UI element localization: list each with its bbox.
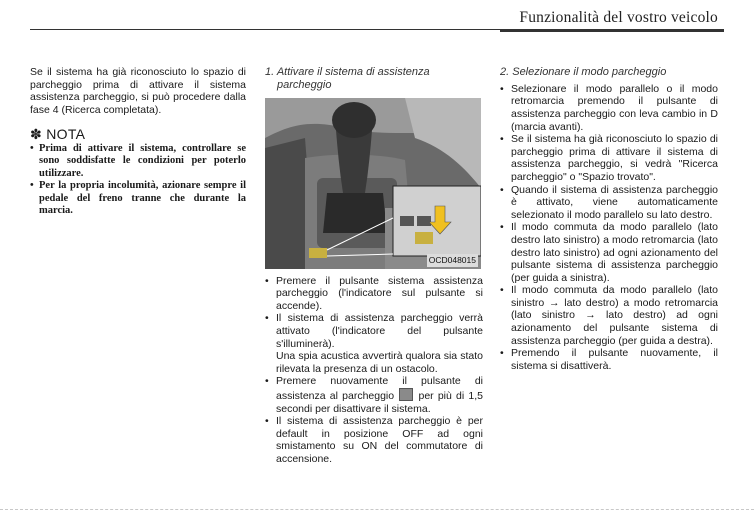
header-rule: [30, 29, 500, 30]
step2-bullet: • Il modo commuta da modo parallelo (lato destro lato sinistro) a modo retromarcia (lato destro lato sinistro) ad ogni azionamento del pulsante sistema di assistenza parcheggio (per guida a sinistra).: [500, 221, 718, 284]
column-right: [500, 66, 718, 372]
step1-bullet: • Premere il pulsante sistema assistenza parcheggio (l'indicatore sul pulsante si accende).: [265, 275, 483, 313]
step1-title: 1. Attivare il sistema di assistenza parcheggio: [265, 66, 430, 91]
gear-shift-illustration: [265, 98, 481, 269]
step2-bullet: • Premendo il pulsante nuovamente, il sistema si disattiverà.: [500, 347, 718, 372]
nota-item: • Per la propria incolumità, azionare sempre il pedale del freno tranne che durante la marcia.: [30, 180, 246, 217]
step2-bullet: • Se il sistema ha già riconosciuto lo spazio di parcheggio prima di attivare il sistema di assistenza parcheggio, si vedrà "Ricerca parcheggio" o "Spazio trovato".: [500, 133, 718, 183]
header-bar: [500, 29, 724, 32]
step1-bullet: • Il sistema di assistenza parcheggio è per default in posizione OFF ad ogni smistamento su ON del commutatore di accensione.: [265, 415, 483, 465]
parking-assist-button-icon: [399, 388, 413, 401]
intro-paragraph: Se il sistema ha già riconosciuto lo spazio di parcheggio prima di attivare il sistema assistenza parcheggio, si può procedere dalla fase 4 (Ricerca completata).: [30, 66, 246, 116]
gear-shift-photo: [265, 98, 481, 269]
nota-list: [30, 143, 246, 217]
footer-dashed-line: [0, 509, 754, 510]
step1-bullets-more: [265, 375, 483, 465]
step2-bullet: • Quando il sistema di assistenza parcheggio è attivato, viene automaticamente selezionato il modo parallelo su lato destro.: [500, 184, 718, 222]
column-left: [30, 66, 246, 217]
step1-b3-before: Premere nuovamente il pulsante di assistenza al parcheggio: [276, 375, 483, 402]
step2-bullets: [500, 83, 718, 373]
step2-title: 2. Selezionare il modo parcheggio: [500, 66, 667, 78]
step1-b3-after: per più di 1,5 secondi per disattivare il sistema.: [276, 389, 483, 415]
nota-title: ✽ NOTA: [30, 126, 86, 143]
step1-bullet: • Il sistema di assistenza parcheggio verrà attivato (l'indicatore del pulsante s'illuminerà).: [265, 312, 483, 350]
image-code: OCD048015: [428, 255, 476, 265]
step2-bullet: • Selezionare il modo parallelo o il modo retromarcia premendo il pulsante di assistenza parcheggio con leva cambio in D (marcia avanti).: [500, 83, 718, 133]
step1-bullets: [265, 275, 483, 351]
step1-bullet: [265, 375, 483, 415]
step1-bullet-continuation: Una spia acustica avvertirà qualora sia stato rilevata la presenza di un ostacolo.: [276, 350, 483, 375]
nota-item: • Prima di attivare il sistema, controllare se sono soddisfatte le condizioni per poterlo utilizzare.: [30, 143, 246, 180]
step2-bullet: • Il modo commuta da modo parallelo (lato sinistro → lato destro) a modo retromarcia (lato sinistro → lato destro) ad ogni azionamento del pulsante sistema di assistenza parcheggio (per guida a destra).: [500, 284, 718, 347]
page-header-title: Funzionalità del vostro veicolo: [519, 9, 718, 26]
column-middle: [265, 66, 483, 466]
